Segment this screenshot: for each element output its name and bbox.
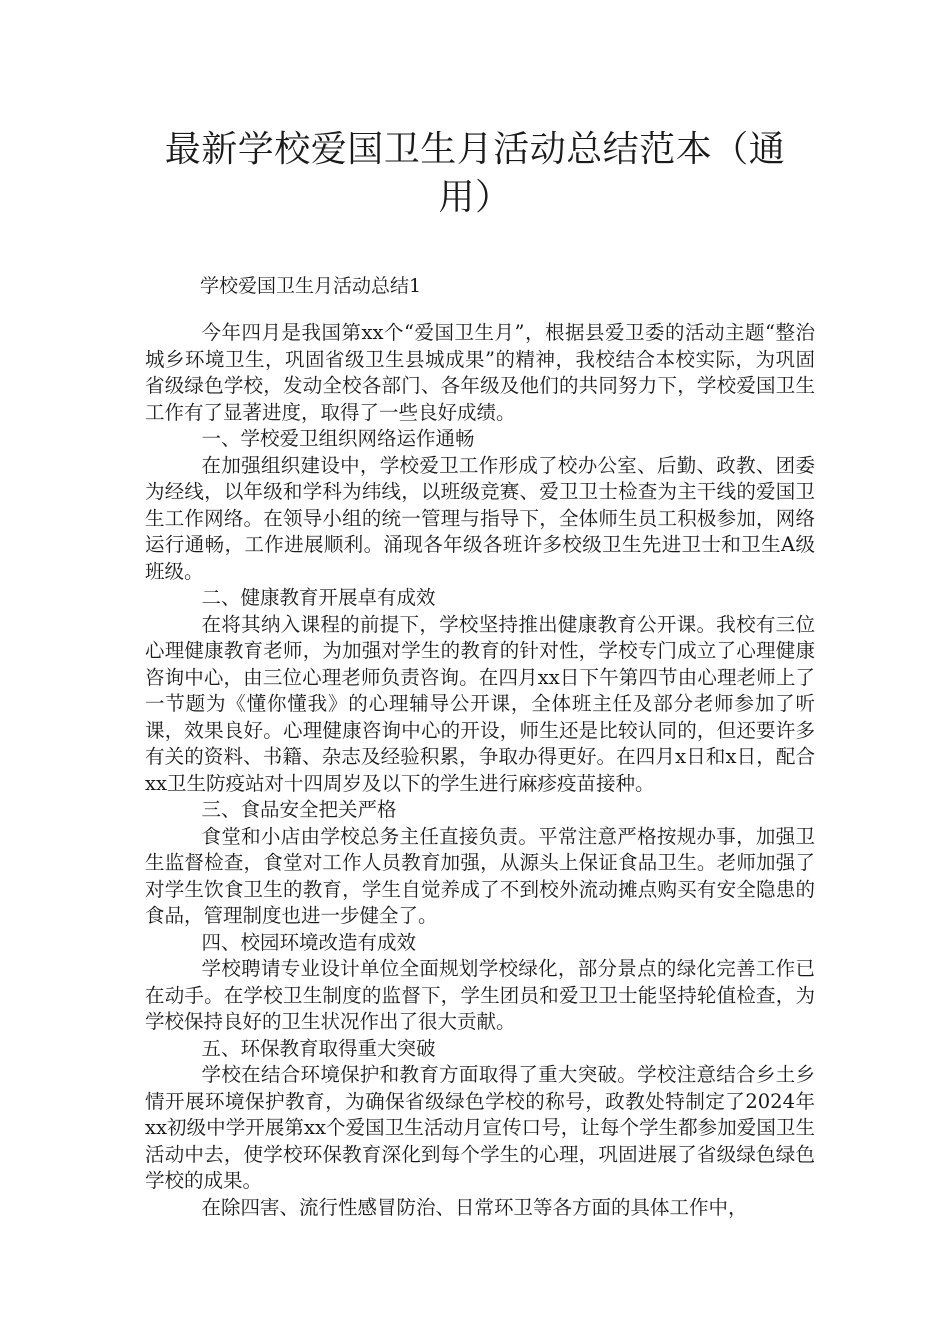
section-heading-3: 三、食品安全把关严格 [201,798,397,821]
section-paragraph-5: 学校在结合环境保护和教育方面取得了重大突破。学校注意结合乡土乡情开展环境保护教育，为确保省级绿色学校的称号，政教处特制定了2024年xx初级中学开展第xx个爱国卫生活动月宣传口号，让每个学生都参加爱国卫生活动中去，使学校环保教育深化到每个学生的心理，巩固进展了省级绿色绿色学校的成果。 [145,1063,815,1192]
section-paragraph-1: 在加强组织建设中，学校爱卫工作形成了校办公室、后勤、政教、团委为经线，以年级和学科为纬线，以班级竞赛、爱卫卫士检查为主干线的爱国卫生工作网络。在领导小组的统一管理与指导下，全体师生员工积极参加，网络运行通畅，工作进展顺利。涌现各年级各班许多校级卫生先进卫士和卫生A级班级。 [145,453,815,583]
closing-paragraph: 在除四害、流行性感冒防治、日常环卫等各方面的具体工作中， [201,1195,748,1219]
section-paragraph-2: 在将其纳入课程的前提下，学校坚持推出健康教育公开课。我校有三位心理健康教育老师，为加强对学生的教育的针对性，学校专门成立了心理健康咨询中心，由三位心理老师负责咨询。在四月xx日下午第四节由心理老师上了一节题为《懂你懂我》的心理辅导公开课，全体班主任及部分老师参加了听课，效果良好。心理健康咨询中心的开设，师生还是比较认同的，但还要许多有关的资料、书籍、杂志及经验积累，争取办得更好。在四月x日和x日，配合xx卫生防疫站对十四周岁及以下的学生进行麻疹疫苗接种。 [145,612,815,795]
section-heading-2: 二、健康教育开展卓有成效 [201,586,436,609]
section-paragraph-4: 学校聘请专业设计单位全面规划学校绿化，部分景点的绿化完善工作已在动手。在学校卫生制度的监督下，学生团员和爱卫卫士能坚持轮值检查，为学校保持良好的卫生状况作出了很大贡献。 [145,957,815,1033]
section-paragraph-3: 食堂和小店由学校总务主任直接负责。平常注意严格按规办事，加强卫生监督检查，食堂对工作人员教育加强，从源头上保证食品卫生。老师加强了对学生饮食卫生的教育，学生自觉养成了不到校外流动摊点购买有安全隐患的食品，管理制度也进一步健全了。 [145,824,815,927]
intro-paragraph: 今年四月是我国第xx个“爱国卫生月”，根据县爱卫委的活动主题“整治城乡环境卫生，巩固省级卫生县城成果”的精神，我校结合本校实际，为巩固省级绿色学校，发动全校各部门、各年级及他们的共同努力下，学校爱国卫生工作有了显著进度，取得了一些良好成绩。 [145,321,815,424]
document-body [145,320,815,1221]
section-heading-1: 一、学校爱卫组织网络运作通畅 [201,427,475,450]
section-subtitle: 学校爱国卫生月活动总结1 [200,275,422,297]
document-title: 最新学校爱国卫生月活动总结范本（通用） [164,129,786,218]
section-heading-4: 四、校园环境改造有成效 [201,930,417,954]
section-heading-5: 五、环保教育取得重大突破 [201,1036,436,1060]
